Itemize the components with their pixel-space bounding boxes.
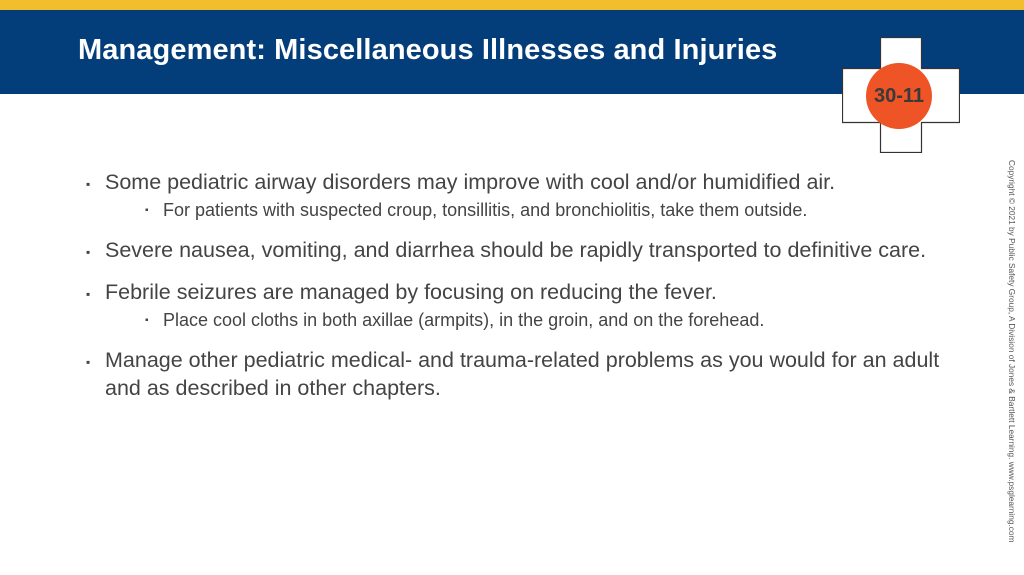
bullet-text: Febrile seizures are managed by focusing on reducing the fever. [105,280,717,304]
top-accent-bar [0,0,1024,10]
bullet-marker: ▪ [86,177,91,191]
copyright-text: Copyright © 2021 by Public Safety Group, A Division of Jones & Bartlett Learning. www.psglearning.com [1007,160,1017,543]
bullet-text: Some pediatric airway disorders may improve with cool and/or humidified air. [105,170,836,194]
bullet-marker: ▪ [86,287,91,301]
sub-bullet-item [145,198,946,222]
copyright-notice [1003,160,1019,555]
bullet-item [86,168,946,222]
bullet-marker: ▪ [86,355,91,369]
bullet-list [86,168,946,416]
bullet-item [86,278,946,332]
slide-title: Management: Miscellaneous Illnesses and Injuries [78,34,778,66]
slide-number-badge [866,63,932,129]
bullet-item [86,236,946,264]
bullet-text: Manage other pediatric medical- and trauma-related problems as you would for an adult and as described in other chapters. [105,348,940,400]
bullet-marker: ▪ [145,315,149,326]
bullet-marker: ▪ [86,245,91,259]
sub-bullet-text: Place cool cloths in both axillae (armpits), in the groin, and on the forehead. [163,310,765,330]
sub-bullet-item [145,308,946,332]
bullet-text: Severe nausea, vomiting, and diarrhea should be rapidly transported to definitive care. [105,238,927,262]
sub-bullet-text: For patients with suspected croup, tonsillitis, and bronchiolitis, take them outside. [163,200,808,220]
bullet-marker: ▪ [145,205,149,216]
bullet-item [86,346,946,402]
slide-number: 30-11 [873,84,925,107]
